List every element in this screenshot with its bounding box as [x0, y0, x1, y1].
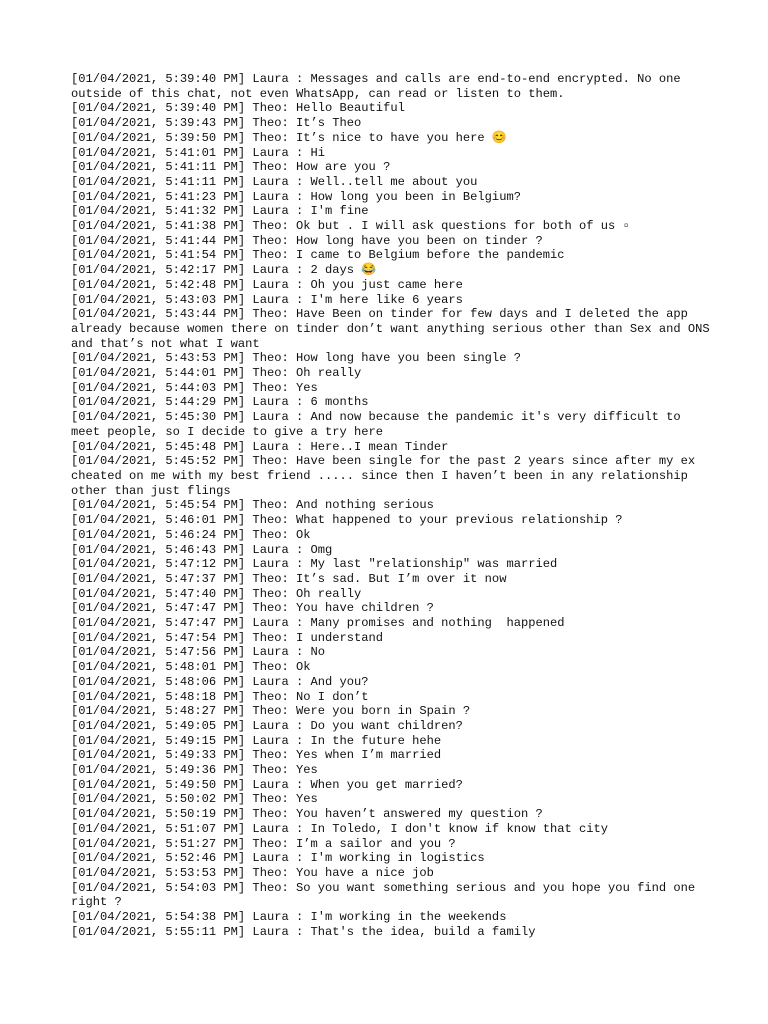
chat-message-line: [01/04/2021, 5:41:11 PM] Theo: How are you ?	[71, 160, 391, 175]
chat-message-line: [01/04/2021, 5:41:23 PM] Laura : How long you been in Belgium?	[71, 189, 521, 204]
chat-message-line: [01/04/2021, 5:49:50 PM] Laura : When you get married?	[71, 777, 463, 792]
chat-message-line: [01/04/2021, 5:49:15 PM] Laura : In the future hehe	[71, 733, 442, 748]
chat-message-line: [01/04/2021, 5:41:44 PM] Theo: How long have you been on tinder ?	[71, 233, 543, 248]
chat-message-line: [01/04/2021, 5:45:52 PM] Theo: Have been single for the past 2 years since after my ex cheated on me with my best friend ..... since then I haven’t been in any relationship other than just flings	[71, 454, 703, 498]
chat-message-line: [01/04/2021, 5:41:38 PM] Theo: Ok but . I will ask questions for both of us ▫	[71, 219, 630, 234]
chat-message-line: [01/04/2021, 5:47:47 PM] Laura : Many promises and nothing happened	[71, 616, 565, 631]
chat-message-line: [01/04/2021, 5:45:30 PM] Laura : And now because the pandemic it's very difficult to meet people, so I decide to give a try here	[71, 410, 688, 439]
chat-message-line: [01/04/2021, 5:49:05 PM] Laura : Do you want children?	[71, 718, 463, 733]
chat-message-line: [01/04/2021, 5:47:12 PM] Laura : My last "relationship" was married	[71, 557, 558, 572]
chat-message-line: [01/04/2021, 5:50:02 PM] Theo: Yes	[71, 792, 318, 807]
chat-message-line: [01/04/2021, 5:54:03 PM] Theo: So you want something serious and you hope you find one right ?	[71, 880, 703, 910]
chat-message-line: [01/04/2021, 5:43:44 PM] Theo: Have Been on tinder for few days and I deleted the app already because women there on tinder don’t want anything serious other than Sex and ONS and that’s not what I want	[71, 307, 717, 351]
chat-message-line: [01/04/2021, 5:47:56 PM] Laura : No	[71, 645, 326, 660]
chat-message-line: [01/04/2021, 5:39:43 PM] Theo: It’s Theo	[71, 116, 362, 131]
chat-message-line: [01/04/2021, 5:50:19 PM] Theo: You haven’t answered my question ?	[71, 807, 543, 822]
chat-message-line: [01/04/2021, 5:39:40 PM] Laura : Messages and calls are end-to-end encrypted. No one outside of this chat, not even WhatsApp, can read or listen to them.	[71, 72, 688, 101]
chat-message-line: [01/04/2021, 5:48:18 PM] Theo: No I don’t	[71, 689, 369, 704]
chat-message-line: [01/04/2021, 5:45:54 PM] Theo: And nothing serious	[71, 498, 434, 513]
chat-message-line: [01/04/2021, 5:41:11 PM] Laura : Well..tell me about you	[71, 174, 478, 189]
chat-message-line: [01/04/2021, 5:49:33 PM] Theo: Yes when I’m married	[71, 748, 442, 763]
chat-message-line: [01/04/2021, 5:45:48 PM] Laura : Here..I mean Tinder	[71, 439, 449, 454]
chat-message-line: [01/04/2021, 5:44:03 PM] Theo: Yes	[71, 380, 318, 395]
chat-message-line: [01/04/2021, 5:49:36 PM] Theo: Yes	[71, 763, 318, 778]
chat-message-line: [01/04/2021, 5:43:03 PM] Laura : I'm here like 6 years	[71, 292, 463, 307]
chat-message-line: [01/04/2021, 5:47:40 PM] Theo: Oh really	[71, 586, 362, 601]
chat-message-line: [01/04/2021, 5:48:01 PM] Theo: Ok	[71, 660, 311, 675]
chat-message-line: [01/04/2021, 5:39:50 PM] Theo: It’s nice to have you here 😊	[71, 130, 507, 145]
chat-message-line: [01/04/2021, 5:41:01 PM] Laura : Hi	[71, 145, 326, 160]
chat-message-line: [01/04/2021, 5:41:54 PM] Theo: I came to Belgium before the pandemic	[71, 248, 565, 263]
chat-message-line: [01/04/2021, 5:52:46 PM] Laura : I'm working in logistics	[71, 851, 485, 866]
chat-message-line: [01/04/2021, 5:53:53 PM] Theo: You have a nice job	[71, 865, 434, 880]
chat-message-line: [01/04/2021, 5:46:24 PM] Theo: Ok	[71, 527, 311, 542]
chat-message-line: [01/04/2021, 5:42:17 PM] Laura : 2 days 😂	[71, 263, 377, 278]
chat-message-line: [01/04/2021, 5:51:07 PM] Laura : In Toledo, I don't know if know that city	[71, 821, 609, 836]
chat-message-line: [01/04/2021, 5:48:27 PM] Theo: Were you born in Spain ?	[71, 704, 471, 719]
chat-message-line: [01/04/2021, 5:39:40 PM] Theo: Hello Beautiful	[71, 101, 405, 116]
chat-message-line: [01/04/2021, 5:43:53 PM] Theo: How long have you been single ?	[71, 351, 521, 366]
chat-message-line: [01/04/2021, 5:42:48 PM] Laura : Oh you just came here	[71, 277, 463, 292]
chat-message-line: [01/04/2021, 5:46:01 PM] Theo: What happened to your previous relationship ?	[71, 513, 623, 528]
chat-message-line: [01/04/2021, 5:54:38 PM] Laura : I'm working in the weekends	[71, 910, 507, 925]
chat-message-line: [01/04/2021, 5:51:27 PM] Theo: I’m a sailor and you ?	[71, 836, 456, 851]
chat-message-line: [01/04/2021, 5:44:29 PM] Laura : 6 months	[71, 395, 369, 410]
chat-message-line: [01/04/2021, 5:55:11 PM] Laura : That's the idea, build a family	[71, 924, 536, 939]
chat-message-line: [01/04/2021, 5:48:06 PM] Laura : And you?	[71, 674, 369, 689]
chat-message-line: [01/04/2021, 5:41:32 PM] Laura : I'm fine	[71, 204, 369, 219]
chat-message-line: [01/04/2021, 5:44:01 PM] Theo: Oh really	[71, 366, 362, 381]
chat-transcript	[71, 72, 717, 939]
chat-message-line: [01/04/2021, 5:47:37 PM] Theo: It’s sad. But I’m over it now	[71, 571, 507, 586]
chat-message-line: [01/04/2021, 5:46:43 PM] Laura : Omg	[71, 542, 333, 557]
chat-message-line: [01/04/2021, 5:47:47 PM] Theo: You have children ?	[71, 601, 434, 616]
chat-message-line: [01/04/2021, 5:47:54 PM] Theo: I understand	[71, 630, 384, 645]
